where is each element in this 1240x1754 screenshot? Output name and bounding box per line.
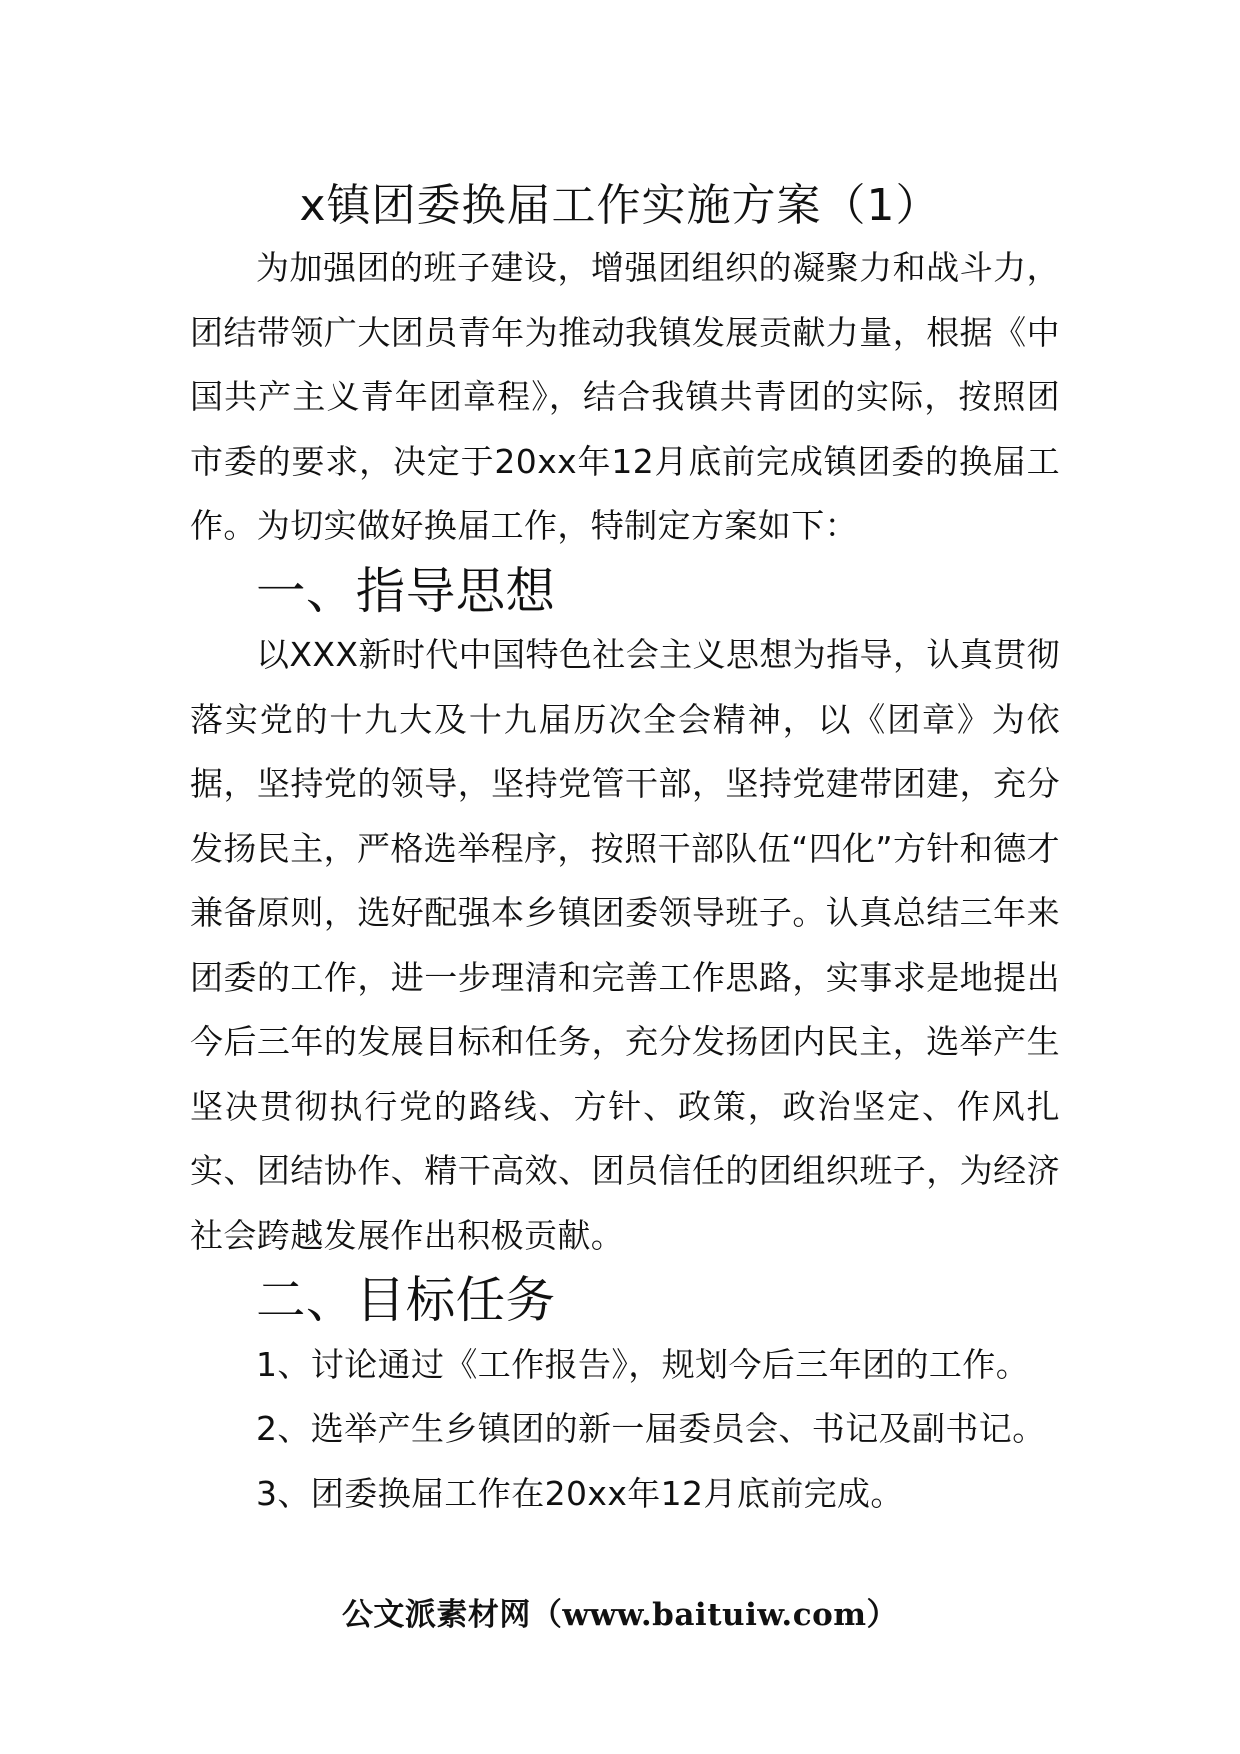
section-2-heading: 二、目标任务 <box>256 1271 556 1329</box>
document-body <box>190 236 1060 1526</box>
task-item-1: 1、讨论通过《工作报告》，规划今后三年团的工作。 <box>256 1344 1030 1384</box>
section-1-paragraph: 以XXX新时代中国特色社会主义思想为指导，认真贯彻落实党的十九大及十九届历次全会精神，以《团章》为依据，坚持党的领导，坚持党管干部，坚持党建带团建，充分发扬民主，严格选举程序，按照干部队伍“四化”方针和德才兼备原则，选好配强本乡镇团委领导班子。认真总结三年来团委的工作，进一步理清和完善工作思路，实事求是地提出今后三年的发展目标和任务，充分发扬团内民主，选举产生坚决贯彻执行党的路线、方针、政策，政治坚定、作风扎实、团结协作、精干高效、团员信任的团组织班子，为经济社会跨越发展作出积极贡献。 <box>190 635 1060 1255</box>
footer-watermark: 公文派素材网（www.baituiw.com） <box>341 1597 899 1633</box>
intro-paragraph: 为加强团的班子建设，增强团组织的凝聚力和战斗力，团结带领广大团员青年为推动我镇发展贡献力量，根据《中国共产主义青年团章程》，结合我镇共青团的实际，按照团市委的要求，决定于20xx年12月底前完成镇团委的换届工作。为切实做好换届工作，特制定方案如下： <box>190 248 1060 545</box>
task-item-3: 3、团委换届工作在20xx年12月底前完成。 <box>256 1473 904 1513</box>
task-item-2: 2、选举产生乡镇团的新一届委员会、书记及副书记。 <box>256 1409 1046 1448</box>
document-title: x镇团委换届工作实施方案（1） <box>299 180 941 231</box>
section-1-heading: 一、指导思想 <box>256 561 556 620</box>
